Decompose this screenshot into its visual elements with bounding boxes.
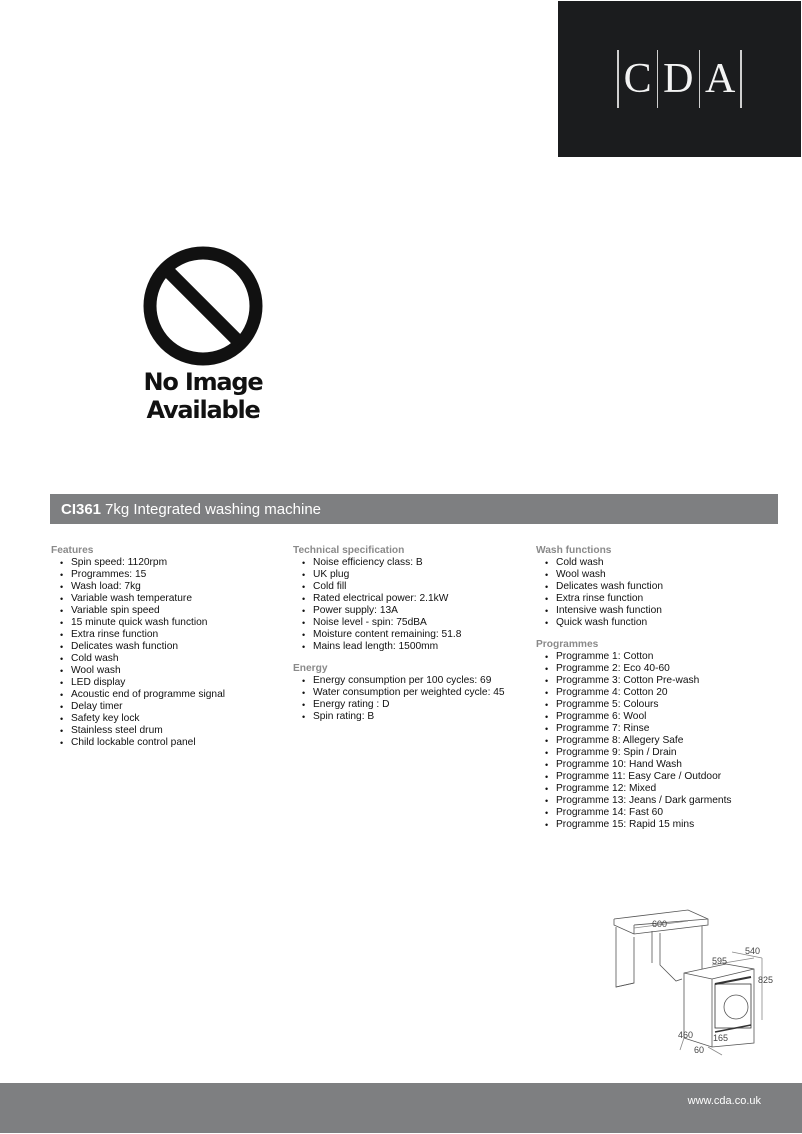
list-item: • Spin speed: 1120rpm [60, 557, 291, 569]
list-item: • Programme 6: Wool [545, 711, 776, 723]
list-item: • Programme 15: Rapid 15 mins [545, 819, 776, 831]
list-item: • Extra rinse function [545, 593, 776, 605]
list-item: • Energy consumption per 100 cycles: 69 [302, 675, 533, 687]
programmes-heading: Programmes [536, 639, 599, 650]
list-item: • Wool wash [60, 665, 291, 677]
energy-heading: Energy [293, 663, 328, 674]
dimension-label: 825 [758, 975, 774, 985]
product-code: CI361 [61, 500, 102, 518]
list-item: • Programme 3: Cotton Pre-wash [545, 675, 776, 687]
list-item: • Programme 9: Spin / Drain [545, 747, 776, 759]
no-image-placeholder [132, 244, 274, 424]
list-item: • Cold wash [545, 557, 776, 569]
list-item: • Programme 2: Eco 40-60 [545, 663, 776, 675]
list-item: • Delicates wash function [60, 641, 291, 653]
features-list [60, 557, 291, 749]
list-item: • Wool wash [545, 569, 776, 581]
list-item: • Programme 7: Rinse [545, 723, 776, 735]
dimensions-diagram [612, 905, 790, 1057]
list-item: • Mains lead length: 1500mm [302, 641, 533, 653]
logo-letter-c: C [623, 56, 652, 102]
technical-specification-section [293, 545, 533, 723]
dimension-label: 165 [713, 1033, 729, 1043]
dimension-label: 460 [678, 1030, 694, 1040]
list-item: • 15 minute quick wash function [60, 617, 291, 629]
programmes-list [545, 651, 776, 831]
list-item: • Delay timer [60, 701, 291, 713]
cda-logo [558, 1, 801, 157]
list-item: • Noise efficiency class: B [302, 557, 533, 569]
list-item: • Variable spin speed [60, 605, 291, 617]
technical-specification-list [302, 557, 533, 653]
list-item: • Programme 12: Mixed [545, 783, 776, 795]
no-image-prohibited-icon [141, 244, 265, 368]
list-item: • Moisture content remaining: 51.8 [302, 629, 533, 641]
features-heading: Features [51, 545, 94, 556]
wash-functions-list [545, 557, 776, 629]
list-item: • Variable wash temperature [60, 593, 291, 605]
no-image-line1: No Image [143, 368, 263, 396]
dimension-label: 600 [652, 919, 668, 929]
logo-wordmark [617, 50, 742, 108]
list-item: • Programme 8: Allegery Safe [545, 735, 776, 747]
list-item: • Quick wash function [545, 617, 776, 629]
list-item: • UK plug [302, 569, 533, 581]
list-item: • LED display [60, 677, 291, 689]
list-item: • Programme 13: Jeans / Dark garments [545, 795, 776, 807]
list-item: • Cold wash [60, 653, 291, 665]
technical-specification-heading: Technical specification [293, 545, 405, 556]
list-item: • Safety key lock [60, 713, 291, 725]
dimension-label: 60 [694, 1045, 705, 1055]
footer-bar [0, 1083, 802, 1133]
list-item: • Extra rinse function [60, 629, 291, 641]
list-item: • Programme 1: Cotton [545, 651, 776, 663]
website-link[interactable]: www.cda.co.uk [687, 1095, 761, 1107]
list-item: • Wash load: 7kg [60, 581, 291, 593]
features-section [51, 545, 291, 749]
list-item: • Cold fill [302, 581, 533, 593]
product-title: 7kg Integrated washing machine [105, 500, 322, 518]
list-item: • Acoustic end of programme signal [60, 689, 291, 701]
list-item: • Power supply: 13A [302, 605, 533, 617]
logo-letter-d: D [663, 56, 694, 102]
list-item: • Programmes: 15 [60, 569, 291, 581]
list-item: • Water consumption per weighted cycle: 45 [302, 687, 533, 699]
list-item: • Programme 4: Cotton 20 [545, 687, 776, 699]
list-item: • Programme 5: Colours [545, 699, 776, 711]
dimension-label: 595 [712, 956, 728, 966]
list-item: • Stainless steel drum [60, 725, 291, 737]
no-image-line2: Available [146, 396, 260, 424]
product-title-bar [50, 494, 778, 524]
list-item: • Programme 11: Easy Care / Outdoor [545, 771, 776, 783]
list-item: • Child lockable control panel [60, 737, 291, 749]
list-item: • Spin rating: B [302, 711, 533, 723]
list-item: • Intensive wash function [545, 605, 776, 617]
list-item: • Programme 10: Hand Wash [545, 759, 776, 771]
logo-letter-a: A [705, 56, 736, 102]
list-item: • Noise level - spin: 75dBA [302, 617, 533, 629]
list-item: • Rated electrical power: 2.1kW [302, 593, 533, 605]
list-item: • Energy rating : D [302, 699, 533, 711]
wash-functions-section [536, 545, 776, 831]
dimension-label: 540 [745, 946, 761, 956]
list-item: • Delicates wash function [545, 581, 776, 593]
wash-functions-heading: Wash functions [536, 545, 612, 556]
logo-divider [740, 50, 742, 108]
energy-list [302, 675, 533, 723]
list-item: • Programme 14: Fast 60 [545, 807, 776, 819]
